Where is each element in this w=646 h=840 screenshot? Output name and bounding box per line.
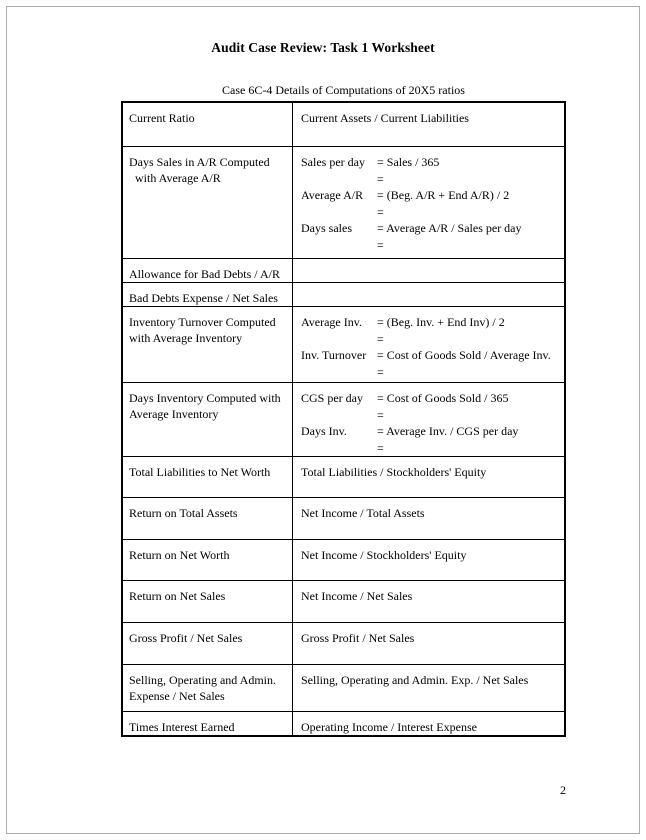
calc-equals-line xyxy=(301,171,556,188)
formula-cell xyxy=(293,581,564,622)
table-row xyxy=(123,497,564,539)
formula-cell xyxy=(293,540,564,580)
calc-equals-line xyxy=(301,237,556,254)
calc-label: Average A/R xyxy=(301,188,364,202)
ratio-name-line: Return on Net Sales xyxy=(129,589,226,603)
ratio-name-line: Inventory Turnover Computed xyxy=(129,315,276,329)
table-row xyxy=(123,146,564,258)
equals-sign: = xyxy=(377,204,384,219)
ratio-name-cell xyxy=(123,540,293,580)
calc-formula: = Average Inv. / CGS per day xyxy=(377,424,519,438)
formula-cell xyxy=(293,665,564,711)
ratio-name-line: Average Inventory xyxy=(129,407,219,421)
calc-label: Inv. Turnover xyxy=(301,348,367,362)
calc-label: Days sales xyxy=(301,221,352,235)
calc-line xyxy=(301,423,556,440)
calc-formula: = Average A/R / Sales per day xyxy=(377,221,522,235)
ratio-name-cell xyxy=(123,665,293,711)
ratio-name-line: Days Inventory Computed with xyxy=(129,391,281,405)
calc-line xyxy=(301,390,556,407)
table-row xyxy=(123,664,564,711)
calc-label: Average Inv. xyxy=(301,315,362,329)
calc-equals-line xyxy=(301,407,556,424)
equals-sign: = xyxy=(377,171,384,186)
formula-cell xyxy=(293,103,564,146)
formula-text: Selling, Operating and Admin. Exp. / Net Sales xyxy=(301,673,529,687)
ratio-name-cell xyxy=(123,147,293,258)
calc-line xyxy=(301,347,556,364)
ratio-name-cell xyxy=(123,383,293,456)
table-row xyxy=(123,382,564,456)
calc-equals-line xyxy=(301,364,556,381)
ratio-name-cell xyxy=(123,259,293,282)
equals-sign: = xyxy=(377,407,384,422)
equals-sign: = xyxy=(377,364,384,379)
formula-text: Net Income / Net Sales xyxy=(301,589,413,603)
ratio-name-line: Gross Profit / Net Sales xyxy=(129,631,243,645)
formula-text: Gross Profit / Net Sales xyxy=(301,631,415,645)
ratio-name-line: Allowance for Bad Debts / A/R xyxy=(129,267,280,281)
calc-label: Sales per day xyxy=(301,155,365,169)
calc-equals-line xyxy=(301,204,556,221)
formula-cell xyxy=(293,283,564,306)
calc-formula: = Cost of Goods Sold / 365 xyxy=(377,391,509,405)
table-row xyxy=(123,622,564,664)
ratio-name-cell xyxy=(123,103,293,146)
formula-cell xyxy=(293,498,564,539)
calc-formula: = (Beg. Inv. + End Inv) / 2 xyxy=(377,315,505,329)
formula-cell xyxy=(293,259,564,282)
ratio-name-cell xyxy=(123,623,293,664)
table-row xyxy=(123,711,564,735)
table-row xyxy=(123,282,564,306)
calc-equals-line xyxy=(301,331,556,348)
calc-line xyxy=(301,220,556,237)
page-number: 2 xyxy=(560,783,566,797)
calc-line xyxy=(301,154,556,171)
formula-cell xyxy=(293,623,564,664)
ratios-table xyxy=(121,101,566,737)
ratio-name-line: with Average A/R xyxy=(129,171,221,185)
formula-cell xyxy=(293,307,564,382)
table-row xyxy=(123,306,564,382)
equals-sign: = xyxy=(377,237,384,252)
formula-cell xyxy=(293,457,564,497)
ratio-name-cell xyxy=(123,307,293,382)
ratio-name-cell xyxy=(123,457,293,497)
table-row xyxy=(123,539,564,580)
ratio-name-line: Selling, Operating and Admin. xyxy=(129,673,276,687)
calc-formula: = Sales / 365 xyxy=(377,155,440,169)
calc-label: Days Inv. xyxy=(301,424,347,438)
formula-cell xyxy=(293,147,564,258)
ratio-name-cell xyxy=(123,283,293,306)
ratio-name-line: Current Ratio xyxy=(129,111,195,125)
ratio-name-line: Return on Total Assets xyxy=(129,506,238,520)
ratio-name-line: Expense / Net Sales xyxy=(129,689,225,703)
formula-cell xyxy=(293,383,564,456)
calc-equals-line xyxy=(301,440,556,457)
formula-text: Net Income / Stockholders' Equity xyxy=(301,548,467,562)
page-title: Audit Case Review: Task 1 Worksheet xyxy=(211,40,435,55)
formula-text: Current Assets / Current Liabilities xyxy=(301,111,469,125)
calc-formula: = (Beg. A/R + End A/R) / 2 xyxy=(377,188,510,202)
table-row xyxy=(123,258,564,282)
equals-sign: = xyxy=(377,331,384,346)
ratio-name-line: Times Interest Earned xyxy=(129,720,235,734)
calc-line xyxy=(301,314,556,331)
table-row xyxy=(123,103,564,146)
formula-text: Net Income / Total Assets xyxy=(301,506,425,520)
ratio-name-cell xyxy=(123,581,293,622)
calc-formula: = Cost of Goods Sold / Average Inv. xyxy=(377,348,551,362)
table-row xyxy=(123,456,564,497)
ratio-name-line: Return on Net Worth xyxy=(129,548,230,562)
formula-text: Operating Income / Interest Expense xyxy=(301,720,477,734)
ratio-name-cell xyxy=(123,712,293,735)
calc-line xyxy=(301,187,556,204)
table-caption: Case 6C-4 Details of Computations of 20X5 ratios xyxy=(222,83,465,97)
ratio-name-line: Days Sales in A/R Computed xyxy=(129,155,270,169)
calc-label: CGS per day xyxy=(301,391,363,405)
ratio-name-line: Bad Debts Expense / Net Sales xyxy=(129,291,278,305)
table-row xyxy=(123,580,564,622)
ratio-name-line: Total Liabilities to Net Worth xyxy=(129,465,271,479)
equals-sign: = xyxy=(377,440,384,455)
formula-text: Total Liabilities / Stockholders' Equity xyxy=(301,465,487,479)
ratio-name-line: with Average Inventory xyxy=(129,331,243,345)
ratio-name-cell xyxy=(123,498,293,539)
formula-cell xyxy=(293,712,564,735)
